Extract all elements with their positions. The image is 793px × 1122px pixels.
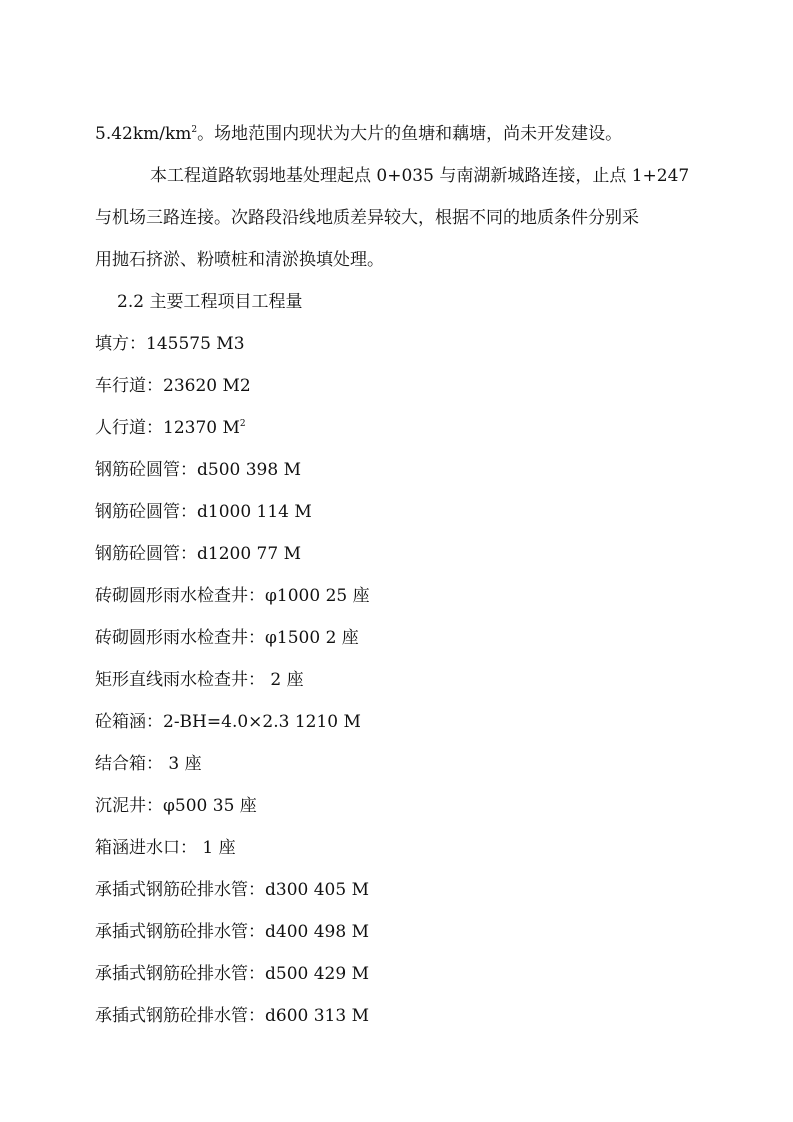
- superscript: 2: [239, 419, 246, 429]
- quantity-item: 承插式钢筋砼排水管：d500 429 M: [95, 964, 369, 984]
- paragraph-scope-line-3: 用抛石挤淤、粉喷桩和清淤换填处理。: [95, 250, 384, 270]
- quantity-item: 结合箱： 3 座: [95, 754, 202, 774]
- quantity-item: 砖砌圆形雨水检查井：φ1000 25 座: [95, 586, 370, 606]
- quantity-item: 车行道：23620 M2: [95, 376, 251, 396]
- quantity-item: 承插式钢筋砼排水管：d600 313 M: [95, 1006, 369, 1026]
- quantity-item: 砖砌圆形雨水检查井：φ1500 2 座: [95, 628, 359, 648]
- paragraph-scope-line-1: 本工程道路软弱地基处理起点 0+035 与南湖新城路连接，止点 1+247: [150, 166, 690, 186]
- section-heading: 2.2 主要工程项目工程量: [117, 292, 303, 312]
- quantity-item: 矩形直线雨水检查井： 2 座: [95, 670, 304, 690]
- superscript: 2: [191, 125, 198, 135]
- quantity-item: 承插式钢筋砼排水管：d300 405 M: [95, 880, 369, 900]
- paragraph-site-status: [95, 122, 622, 146]
- quantity-item: 填方：145575 M3: [95, 334, 245, 354]
- density-value: 5.42km/km: [95, 124, 192, 144]
- quantity-item-text: 人行道：12370 M: [95, 418, 240, 438]
- quantity-item-sidewalk: [95, 416, 246, 440]
- site-status-text: 。场地范围内现状为大片的鱼塘和藕塘，尚未开发建设。: [197, 124, 623, 144]
- quantity-item: 箱涵进水口： 1 座: [95, 838, 236, 858]
- quantity-item: 钢筋砼圆管：d1200 77 M: [95, 544, 301, 564]
- quantity-item: 承插式钢筋砼排水管：d400 498 M: [95, 922, 369, 942]
- quantity-item: 钢筋砼圆管：d1000 114 M: [95, 502, 312, 522]
- quantity-item: 沉泥井：φ500 35 座: [95, 796, 257, 816]
- paragraph-scope-line-2: 与机场三路连接。次路段沿线地质差异较大，根据不同的地质条件分别采: [95, 208, 639, 228]
- quantity-item: 砼箱涵：2-BH=4.0×2.3 1210 M: [95, 712, 361, 732]
- quantity-item: 钢筋砼圆管：d500 398 M: [95, 460, 301, 480]
